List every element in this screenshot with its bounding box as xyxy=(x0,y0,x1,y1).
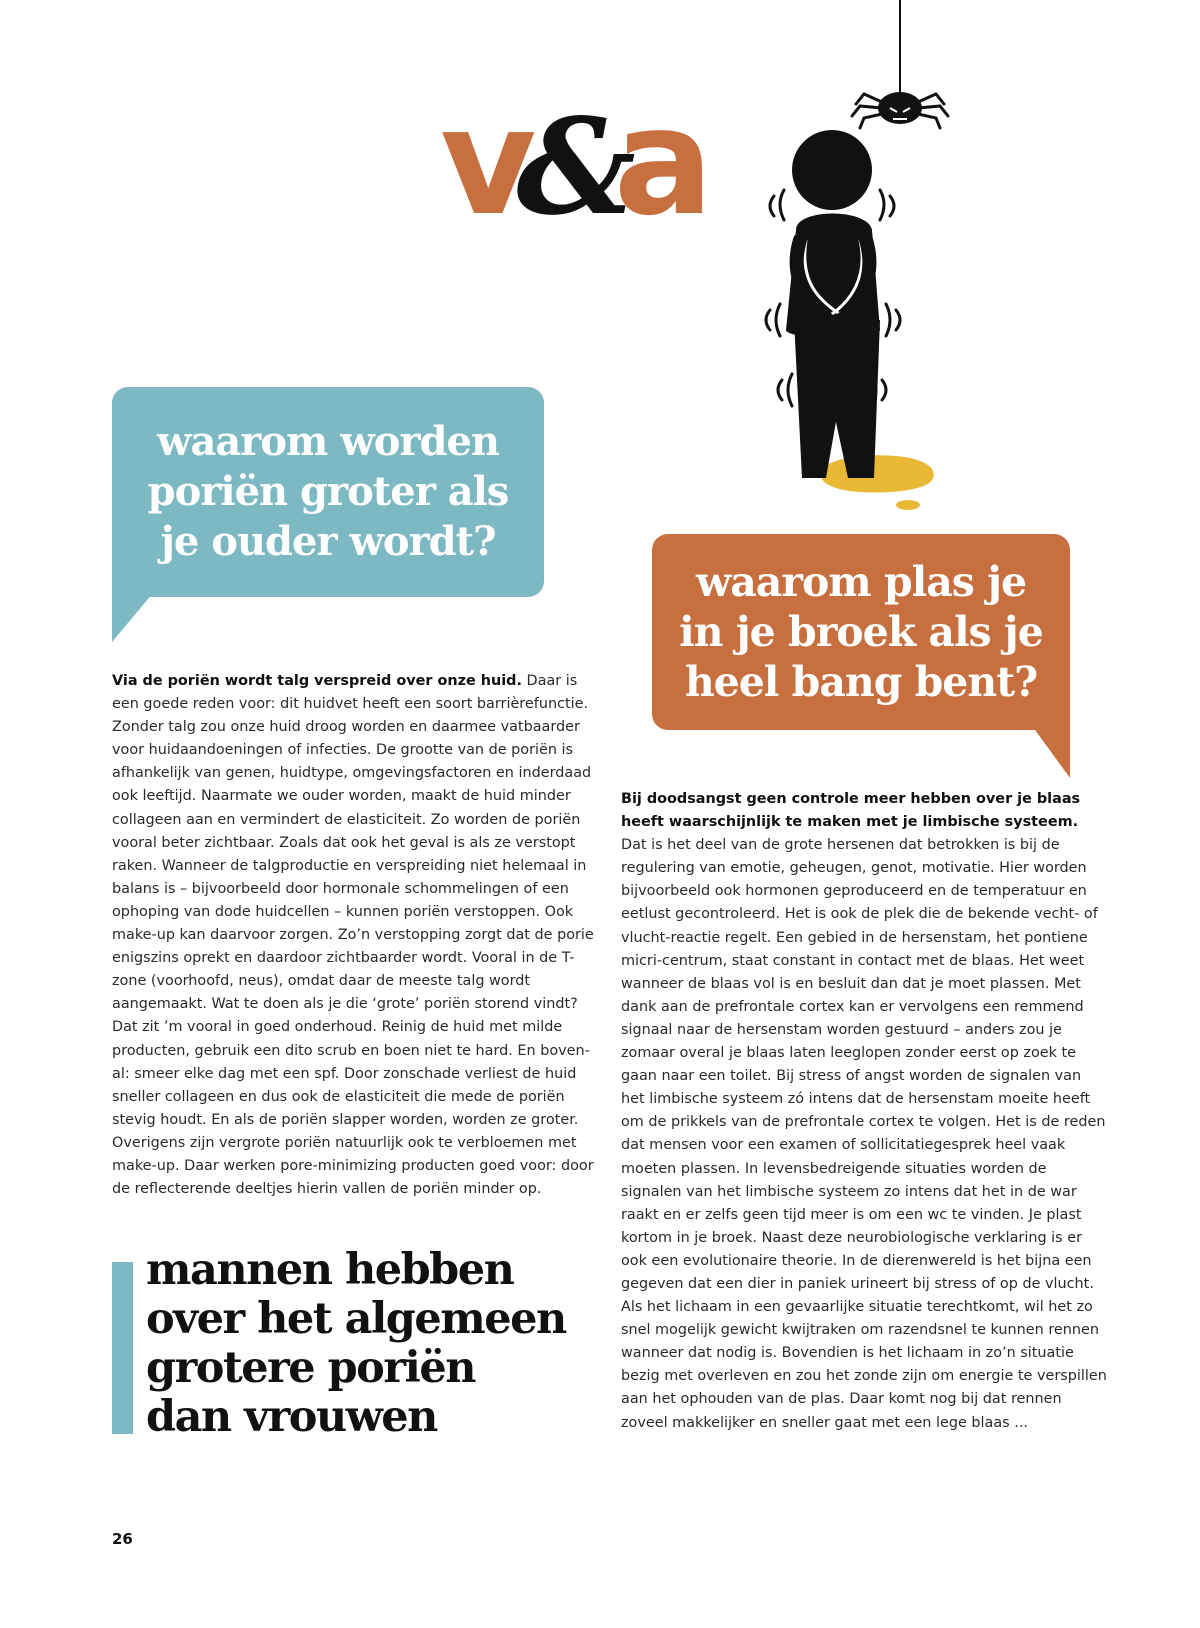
pull-quote-bar xyxy=(112,1262,133,1434)
article-right-body: Dat is het deel van de grote hersenen dat betrokken is bij de regulering van emotie, geheugen, genot, motivatie. Hier worden bijvoorbeeld ook hormonen geproduceerd en de temperatuur en eetlust gecontroleerd. Het is ook de plek die de bekende vecht- of vlucht-reactie regelt. Een gebied in de hersenstam, het pontiene micri-centrum, staat constant in contact met de blaas. Het weet wanneer de blaas vol is en besluit dan dat je moet plassen. Met dank aan de prefrontale cortex kan er vervolgens een remmend signaal naar de hersenstam worden gestuurd – anders zou je zomaar overal je blaas laten leeglopen zonder eerst op zoek te gaan naar een toilet. Bij stress of angst worden de signalen van het limbische systeem zó intens dat de hersenstam moeite heeft om de prikkels van de prefrontale cortex te volgen. Het is de reden dat mensen voor een examen of sollicitatiegesprek heel vaak moeten plassen. In levensbedreigende situaties worden de signalen van het limbische systeem zo intens dat het in de war raakt en er zelfs geen tijd meer is om een wc te vinden. Je plast kortom in je broek. Naast deze neurobiologische verklaring is er ook een evolutionaire theorie. In de dierenwereld is het bijna een gegeven dat een dier in paniek urineert bij stress of op de vlucht. Als het lichaam in een gevaarlijke situatie terechtkomt, wil het zo snel mogelijk gewicht kwijtraken om razendsnel te kunnen rennen wanneer dat nodig is. Bovendien is het lichaam in zo’n situatie bezig met overleven en zou het zonde zijn om energie te verspillen aan het ophouden van de plas. Daar komt nog bij dat rennen zoveel makkelijker en sneller gaat met een lege blaas ... xyxy=(621,837,1107,1431)
puddle-drop xyxy=(896,500,920,510)
question-left-text: waarom worden poriën groter als je ouder wordt? xyxy=(147,418,509,565)
pull-quote: mannen hebben over het algemeen grotere poriën dan vrouwen xyxy=(146,1245,566,1442)
article-right xyxy=(621,788,1108,1435)
bubble-tail-left xyxy=(112,580,164,642)
page-number: 26 xyxy=(112,1530,133,1548)
scared-stick-figure-icon xyxy=(760,0,960,520)
logo-ampersand: & xyxy=(516,90,636,245)
article-left xyxy=(112,670,595,1201)
question-right-text: waarom plas je in je broek als je heel bang bent? xyxy=(679,558,1043,706)
puddle xyxy=(821,455,934,492)
figure-head xyxy=(792,130,872,210)
logo-letter-a: a xyxy=(613,76,710,248)
logo-letter-v: v xyxy=(440,76,533,248)
va-logo xyxy=(440,76,740,248)
article-left-lead: Via de poriën wordt talg verspreid over onze huid. xyxy=(112,673,522,689)
article-left-body: Daar is een goede reden voor: dit huidvet heeft een soort barrièrefunctie. Zonder talg zou onze huid droog worden en daarmee vatbaarder voor huidaandoeningen of infecties. De grootte van de poriën is afhankelijk van genen, huidtype, omgevingsfactoren en inderdaad ook leeftijd. Naarmate we ouder worden, maakt de huid minder collageen aan en vermindert de elasticiteit. Zo worden de poriën vooral beter zichtbaar. Zoals dat ook het geval is als ze verstopt raken. Wanneer de talgproductie en verspreiding niet helemaal in balans is – bijvoorbeeld door hormonale schommelingen of een ophoping van dode huidcellen – kunnen poriën verstoppen. Ook make-up kan daarvoor zorgen. Zo’n verstopping zorgt dat de porie enigszins oprekt en daardoor zichtbaarder wordt. Vooral in de T-zone (voorhoofd, neus), omdat daar de meeste talg wordt aangemaakt. Wat te doen als je die ‘grote’ poriën storend vindt? Dat zit ’m vooral in goed onderhoud. Reinig de huid met milde producten, gebruik een dito scrub en boen niet te hard. En boven-al: smeer elke dag met een spf. Door zonschade verliest de huid sneller collageen en dus ook de elasticiteit die mede de poriën stevig houdt. En als de poriën slapper worden, worden ze groter. Overigens zijn vergrote poriën natuurlijk ook te verbloemen met make-up. Daar werken pore-minimizing producten goed voor: door de reflecterende deeltjes hierin vallen de poriën minder op. xyxy=(112,673,594,1198)
article-right-lead: Bij doodsangst geen controle meer hebben over je blaas heeft waarschijnlijk te maken met je limbische systeem. xyxy=(621,791,1081,831)
spider-icon xyxy=(852,92,948,128)
bubble-tail-right xyxy=(1022,712,1070,778)
question-bubble-right xyxy=(652,534,1070,730)
question-bubble-left xyxy=(112,387,544,597)
